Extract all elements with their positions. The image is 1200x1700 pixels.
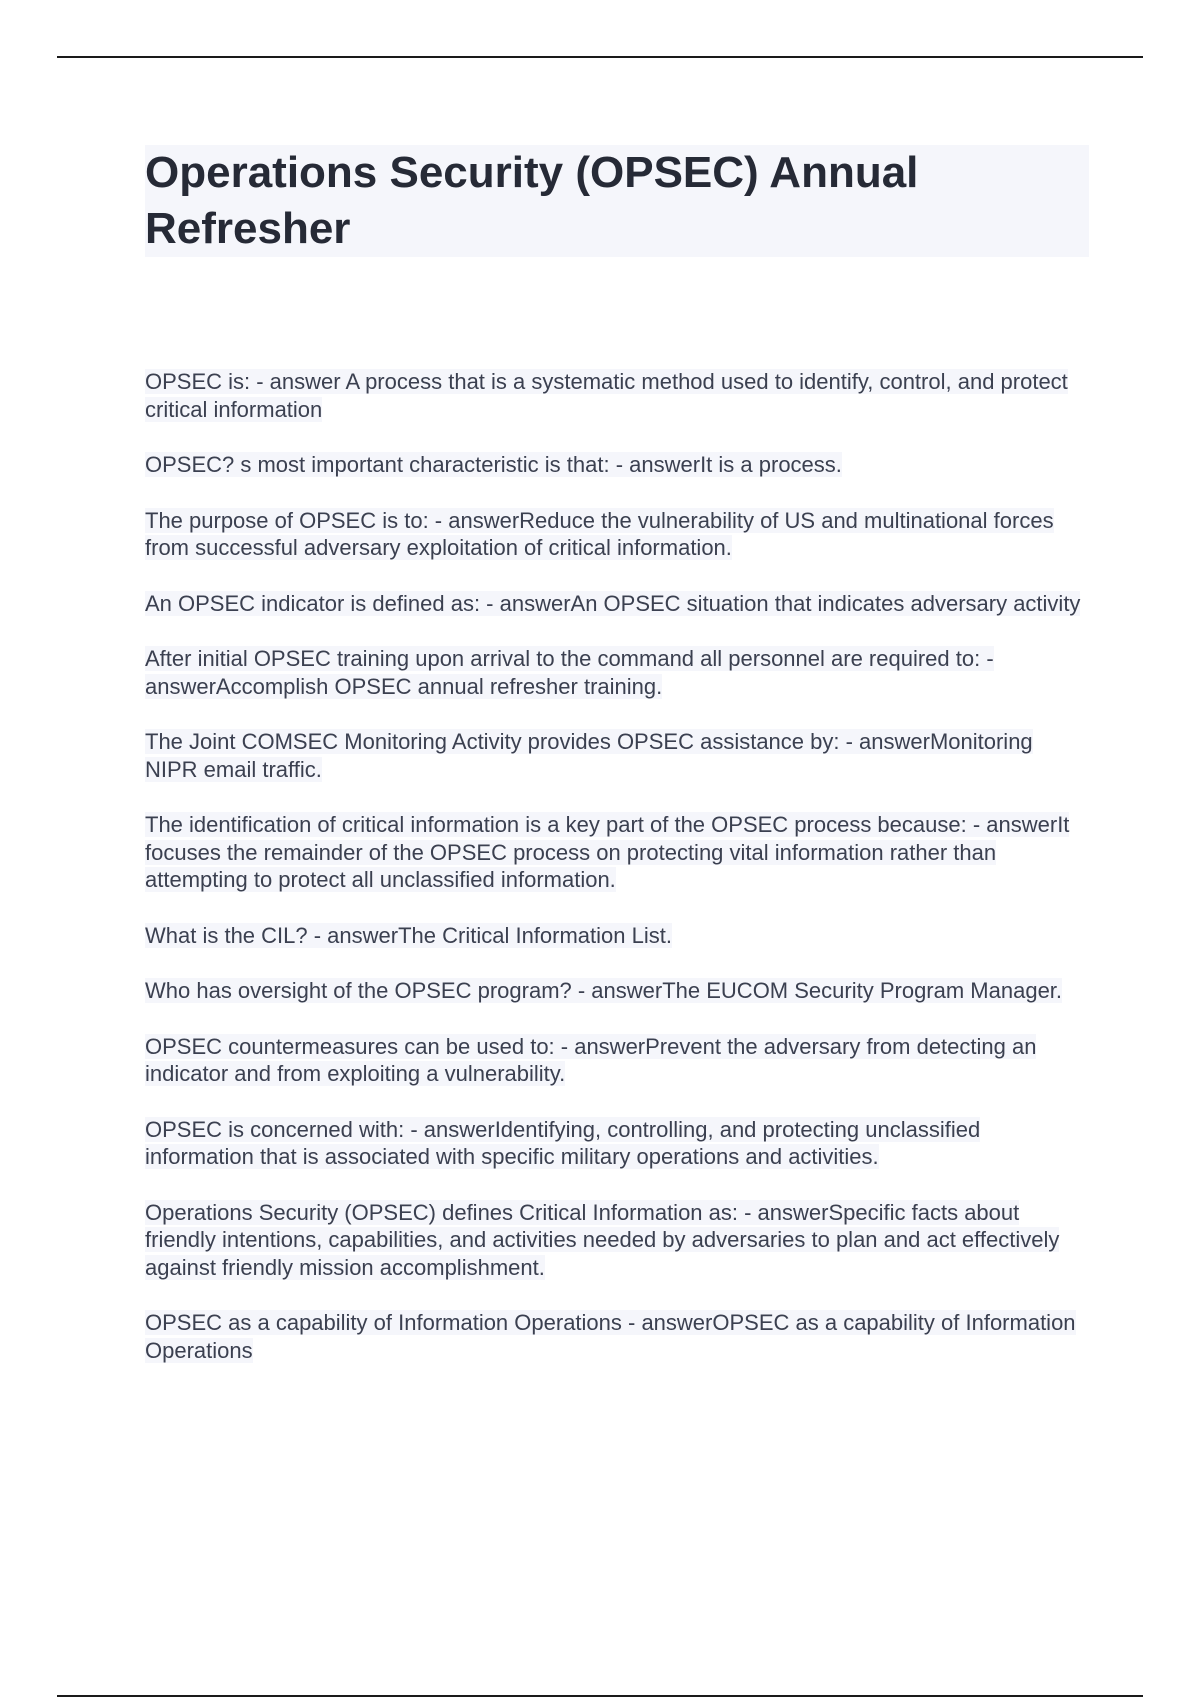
header-rule xyxy=(57,56,1143,58)
qa-item xyxy=(145,811,1089,894)
qa-item xyxy=(145,977,1089,1005)
qa-item xyxy=(145,590,1089,618)
qa-text: What is the CIL? - answerThe Critical Information List. xyxy=(145,922,672,948)
title-block xyxy=(145,145,1089,257)
footer-rule xyxy=(57,1695,1143,1697)
qa-item xyxy=(145,451,1089,479)
qa-text: The purpose of OPSEC is to: - answerReduce the vulnerability of US and multinational forces from successful adversary exploitation of critical information. xyxy=(145,507,1054,560)
qa-text: OPSEC as a capability of Information Operations - answerOPSEC as a capability of Information Operations xyxy=(145,1310,1076,1363)
qa-text: An OPSEC indicator is defined as: - answerAn OPSEC situation that indicates adversary activity xyxy=(145,590,1081,616)
qa-text: Who has oversight of the OPSEC program? - answerThe EUCOM Security Program Manager. xyxy=(145,978,1063,1003)
qa-text: OPSEC? s most important characteristic is that: - answerIt is a process. xyxy=(145,452,842,477)
qa-text: OPSEC countermeasures can be used to: - answerPrevent the adversary from detecting an indicator and from exploiting a vulnerability. xyxy=(145,1033,1037,1086)
qa-text: The identification of critical information is a key part of the OPSEC process because: - answerIt focuses the remainder of the OPSEC process on protecting vital information rather than attempting to protect all unclassified information. xyxy=(145,812,1070,892)
qa-item xyxy=(145,728,1089,783)
qa-item xyxy=(145,1116,1089,1171)
qa-text: After initial OPSEC training upon arrival to the command all personnel are required to: - answerAccomplish OPSEC annual refresher training. xyxy=(145,646,994,699)
qa-text: OPSEC is: - answer A process that is a systematic method used to identify, control, and protect critical information xyxy=(145,369,1068,422)
qa-text: OPSEC is concerned with: - answerIdentifying, controlling, and protecting unclassified information that is associated with specific military operations and activities. xyxy=(145,1116,981,1169)
qa-item xyxy=(145,1199,1089,1282)
qa-item xyxy=(145,507,1089,562)
qa-item xyxy=(145,1033,1089,1088)
qa-item xyxy=(145,922,1089,950)
qa-text: Operations Security (OPSEC) defines Critical Information as: - answerSpecific facts about friendly intentions, capabilities, and activities needed by adversaries to plan and act effectively against friendly mission accomplishment. xyxy=(145,1199,1060,1280)
qa-item xyxy=(145,1309,1089,1364)
qa-item xyxy=(145,368,1089,423)
qa-list xyxy=(145,368,1089,1392)
page-title: Operations Security (OPSEC) Annual Refresher xyxy=(145,148,919,253)
qa-item xyxy=(145,645,1089,700)
qa-text: The Joint COMSEC Monitoring Activity provides OPSEC assistance by: - answerMonitoring NIPR email traffic. xyxy=(145,729,1033,782)
